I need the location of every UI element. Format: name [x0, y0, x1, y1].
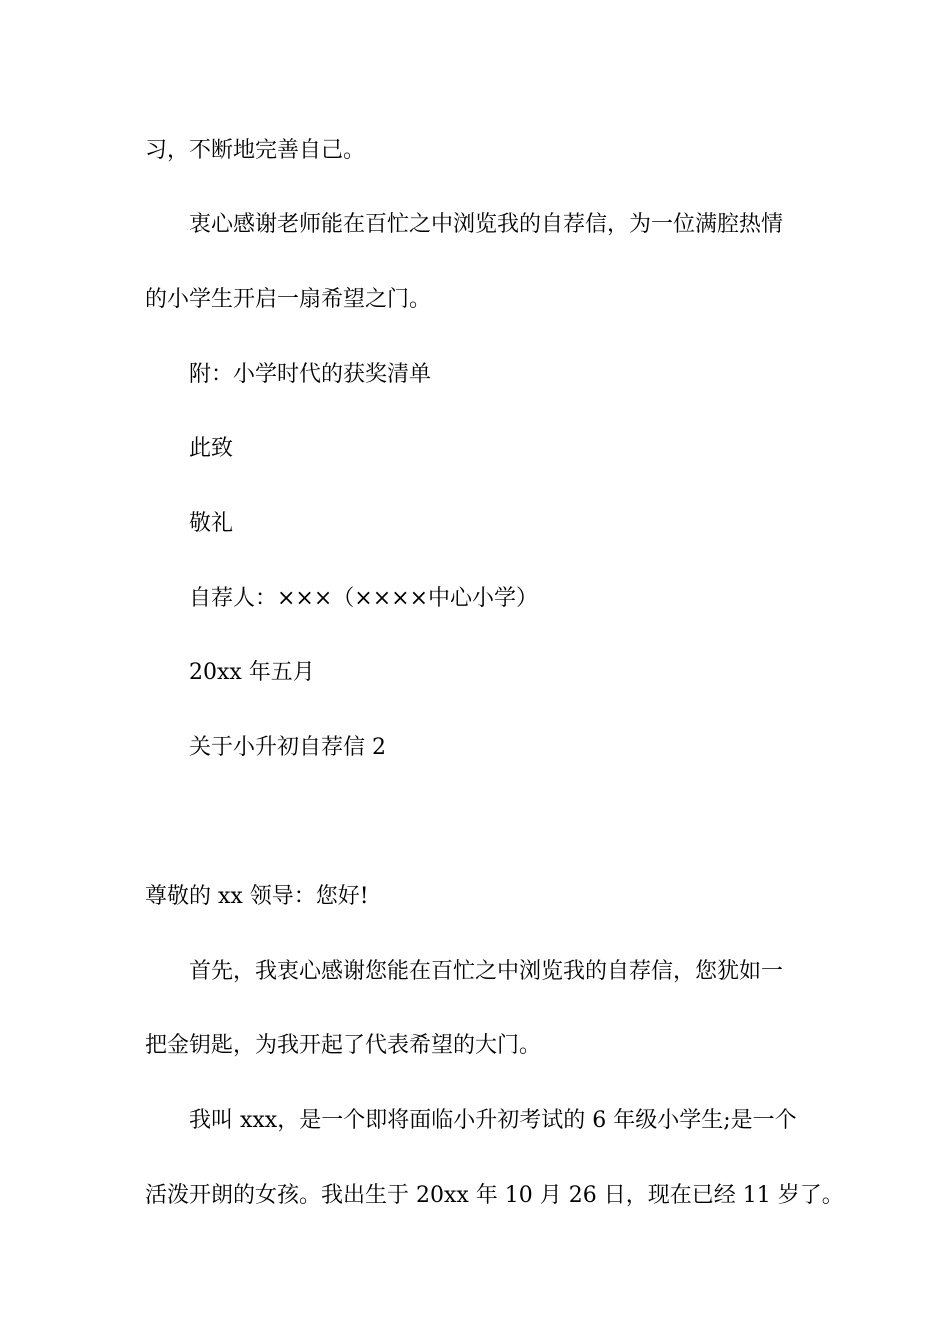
body-line: 我叫 xxx，是一个即将面临小升初考试的 6 年级小学生;是一个 [189, 1108, 797, 1133]
greeting-line: 尊敬的 xx 领导：您好! [145, 884, 369, 909]
closing-regards: 敬礼 [189, 511, 234, 536]
date-line: 20xx 年五月 [189, 660, 315, 685]
body-line: 活泼开朗的女孩。我出生于 20xx 年 10 月 26 日，现在已经 11 岁了。 [145, 1183, 844, 1208]
body-line: 首先，我衷心感谢您能在百忙之中浏览我的自荐信，您犹如一 [189, 959, 784, 984]
section-heading: 关于小升初自荐信 2 [189, 735, 386, 760]
attachment-note: 附：小学时代的获奖清单 [189, 362, 432, 387]
closing-salutation: 此致 [189, 436, 234, 461]
body-line: 把金钥匙，为我开起了代表希望的大门。 [145, 1033, 542, 1058]
body-line: 衷心感谢老师能在百忙之中浏览我的自荐信，为一位满腔热情 [189, 212, 784, 237]
signature-line: 自荐人：×××（××××中心小学） [189, 586, 539, 611]
body-line: 的小学生开启一扇希望之门。 [145, 287, 432, 312]
body-line: 习，不断地完善自己。 [145, 138, 366, 163]
